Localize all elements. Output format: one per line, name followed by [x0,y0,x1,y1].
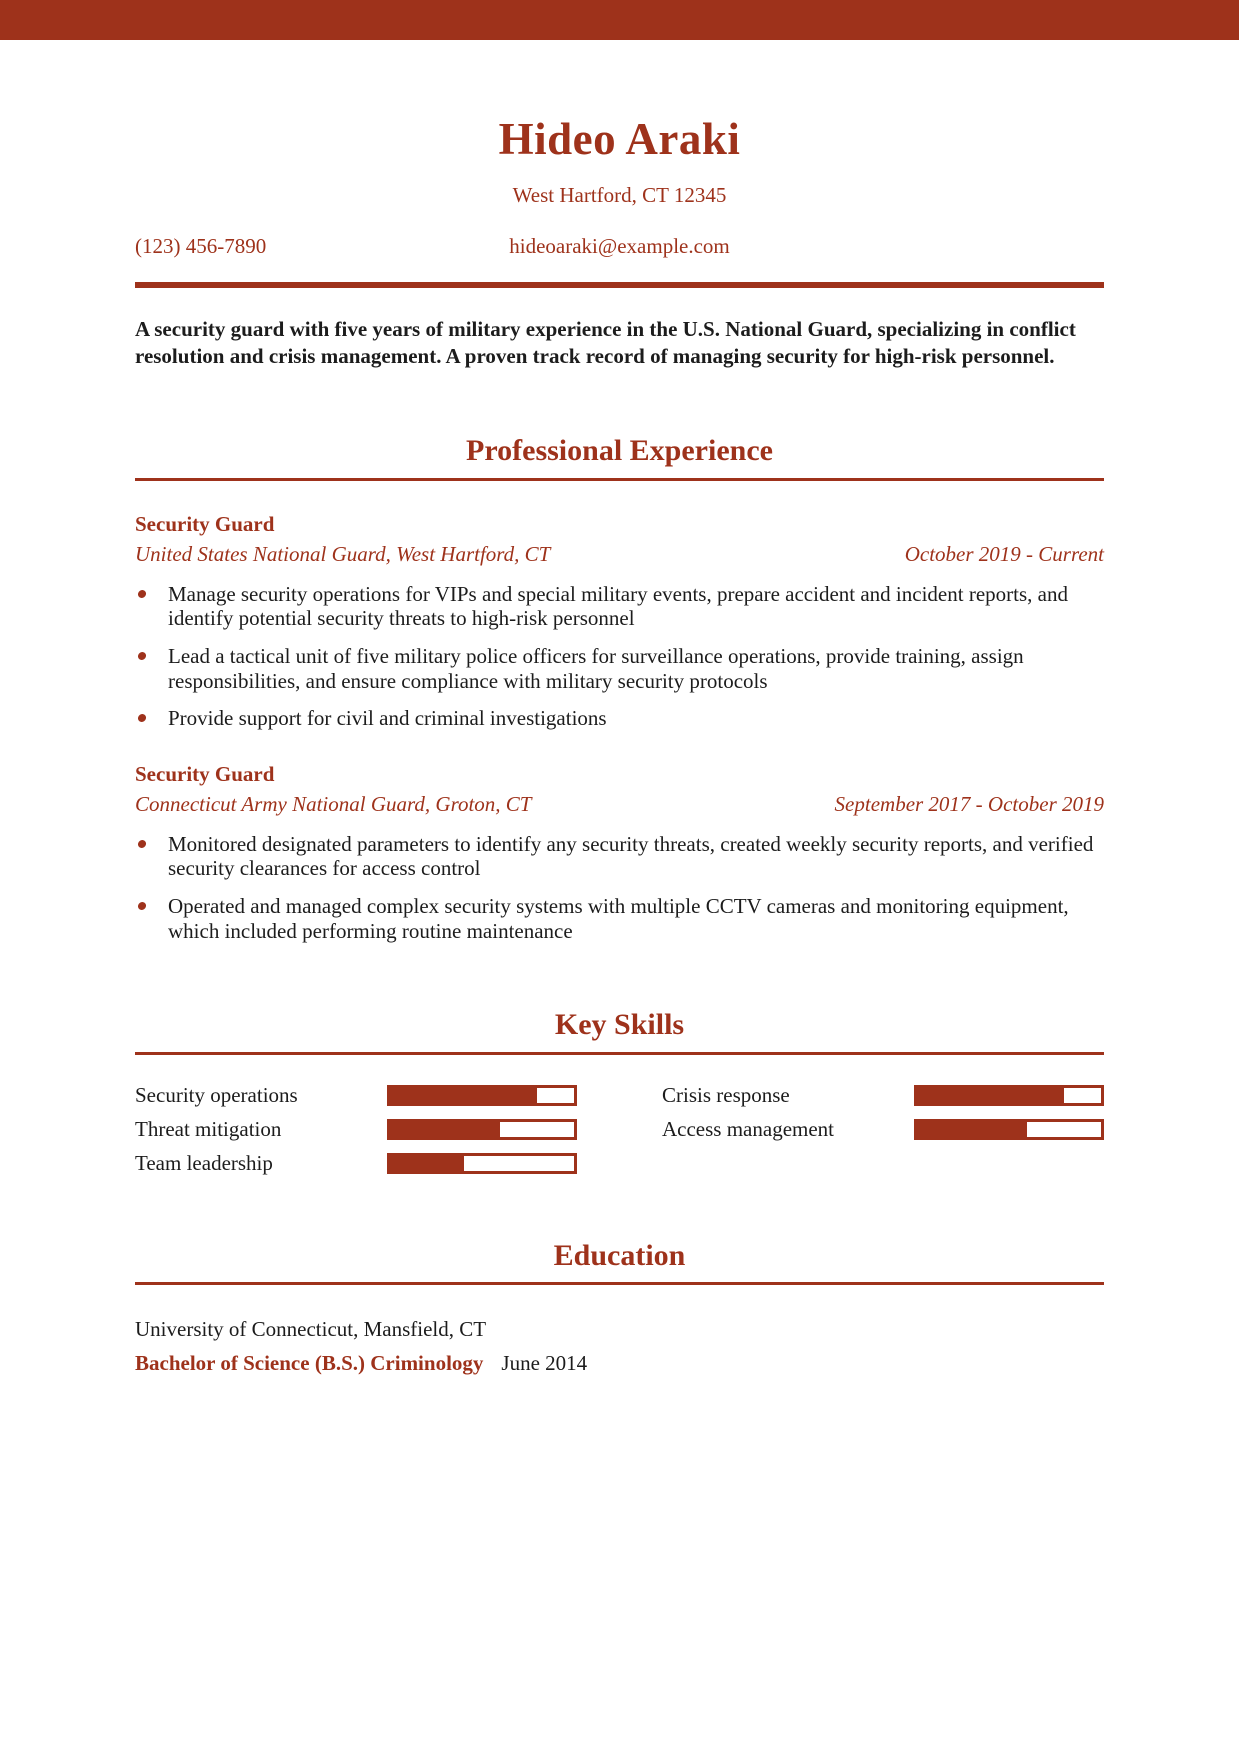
skills-column [135,1082,577,1175]
job-dates: October 2019 - Current [904,541,1104,566]
skill-level-bar [387,1119,577,1140]
skill-level-fill [390,1156,464,1171]
bullet-icon [137,651,146,660]
skill-label: Threat mitigation [135,1116,282,1141]
resume-header [135,116,1104,369]
education-section [135,1240,1104,1377]
skills-section-rule [135,1052,1104,1055]
education-date: June 2014 [501,1351,588,1376]
job-bullets [135,582,1104,731]
experience-section-rule [135,478,1104,481]
education-degree-row [135,1351,1104,1376]
education-degree: Bachelor of Science (B.S.) Criminology [135,1351,484,1376]
header-divider [135,282,1104,288]
job-bullet-text: Lead a tactical unit of five military police officers for surveillance operations, provide training, assign responsibilities, and ensure compliance with military security protocols [168,643,1024,693]
bullet-icon [137,839,146,848]
skill-level-bar [387,1153,577,1174]
experience-section [135,435,1104,943]
skill-level-fill [917,1122,1027,1137]
skill-label: Access management [662,1116,835,1141]
professional-summary: A security guard with five years of military experience in the U.S. National Guard, specializing in conflict resolution and crisis management. A proven track record of managing security for high-risk personnel. [135,317,1076,368]
job-bullet [135,706,1104,731]
bullet-icon [137,589,146,598]
skill-level-fill [917,1088,1064,1103]
job-bullet [135,832,1104,881]
jobs-list [135,513,1104,943]
skill-level-fill [390,1088,537,1103]
job-company: Connecticut Army National Guard, Groton, CT [135,791,532,816]
job-entry [135,513,1104,731]
person-name: Hideo Araki [498,114,741,164]
job-bullet [135,894,1104,943]
skills-section [135,1009,1104,1174]
job-bullet [135,582,1104,631]
job-bullet-text: Operated and managed complex security systems with multiple CCTV cameras and monitoring equipment, which included performing routine maintenance [168,893,1069,943]
job-company: United States National Guard, West Hartford, CT [135,541,551,566]
job-dates: September 2017 - October 2019 [834,791,1104,816]
job-entry [135,763,1104,943]
job-title: Security Guard [135,761,275,786]
skill-row [135,1116,577,1141]
skill-row [135,1082,577,1107]
education-school: University of Connecticut, Mansfield, CT [135,1317,487,1342]
skill-row [135,1150,577,1175]
education-section-title: Education [553,1238,686,1272]
job-meta-row [135,793,1104,816]
skill-row [662,1116,1104,1141]
bullet-icon [137,901,146,910]
job-bullet-text: Manage security operations for VIPs and special military events, prepare accident and incident reports, and identify potential security threats to high-risk personnel [168,581,1068,631]
skill-level-bar [914,1119,1104,1140]
skills-grid [135,1082,1104,1175]
skill-level-bar [387,1085,577,1106]
job-title: Security Guard [135,511,275,536]
job-meta-row [135,543,1104,566]
skill-level-bar [914,1085,1104,1106]
skill-row [662,1082,1104,1107]
phone-number: (123) 456-7890 [135,234,267,259]
job-bullet-text: Provide support for civil and criminal investigations [168,706,607,731]
skill-level-fill [390,1122,500,1137]
education-section-rule [135,1282,1104,1285]
skill-label: Crisis response [662,1082,790,1107]
skills-column [662,1082,1104,1174]
contact-row [135,234,1104,260]
skills-section-title: Key Skills [554,1008,685,1042]
job-bullet [135,644,1104,693]
resume-page [0,116,1239,1376]
bullet-icon [137,713,146,722]
job-bullet-text: Monitored designated parameters to identify any security threats, created weekly security reports, and verified security clearances for access control [168,831,1094,881]
email-address: hideoaraki@example.com [509,234,730,259]
job-bullets [135,832,1104,943]
top-accent-bar [0,0,1239,40]
location-line: West Hartford, CT 12345 [512,183,727,208]
skill-label: Team leadership [135,1150,273,1175]
skill-label: Security operations [135,1082,298,1107]
experience-section-title: Professional Experience [466,434,773,468]
